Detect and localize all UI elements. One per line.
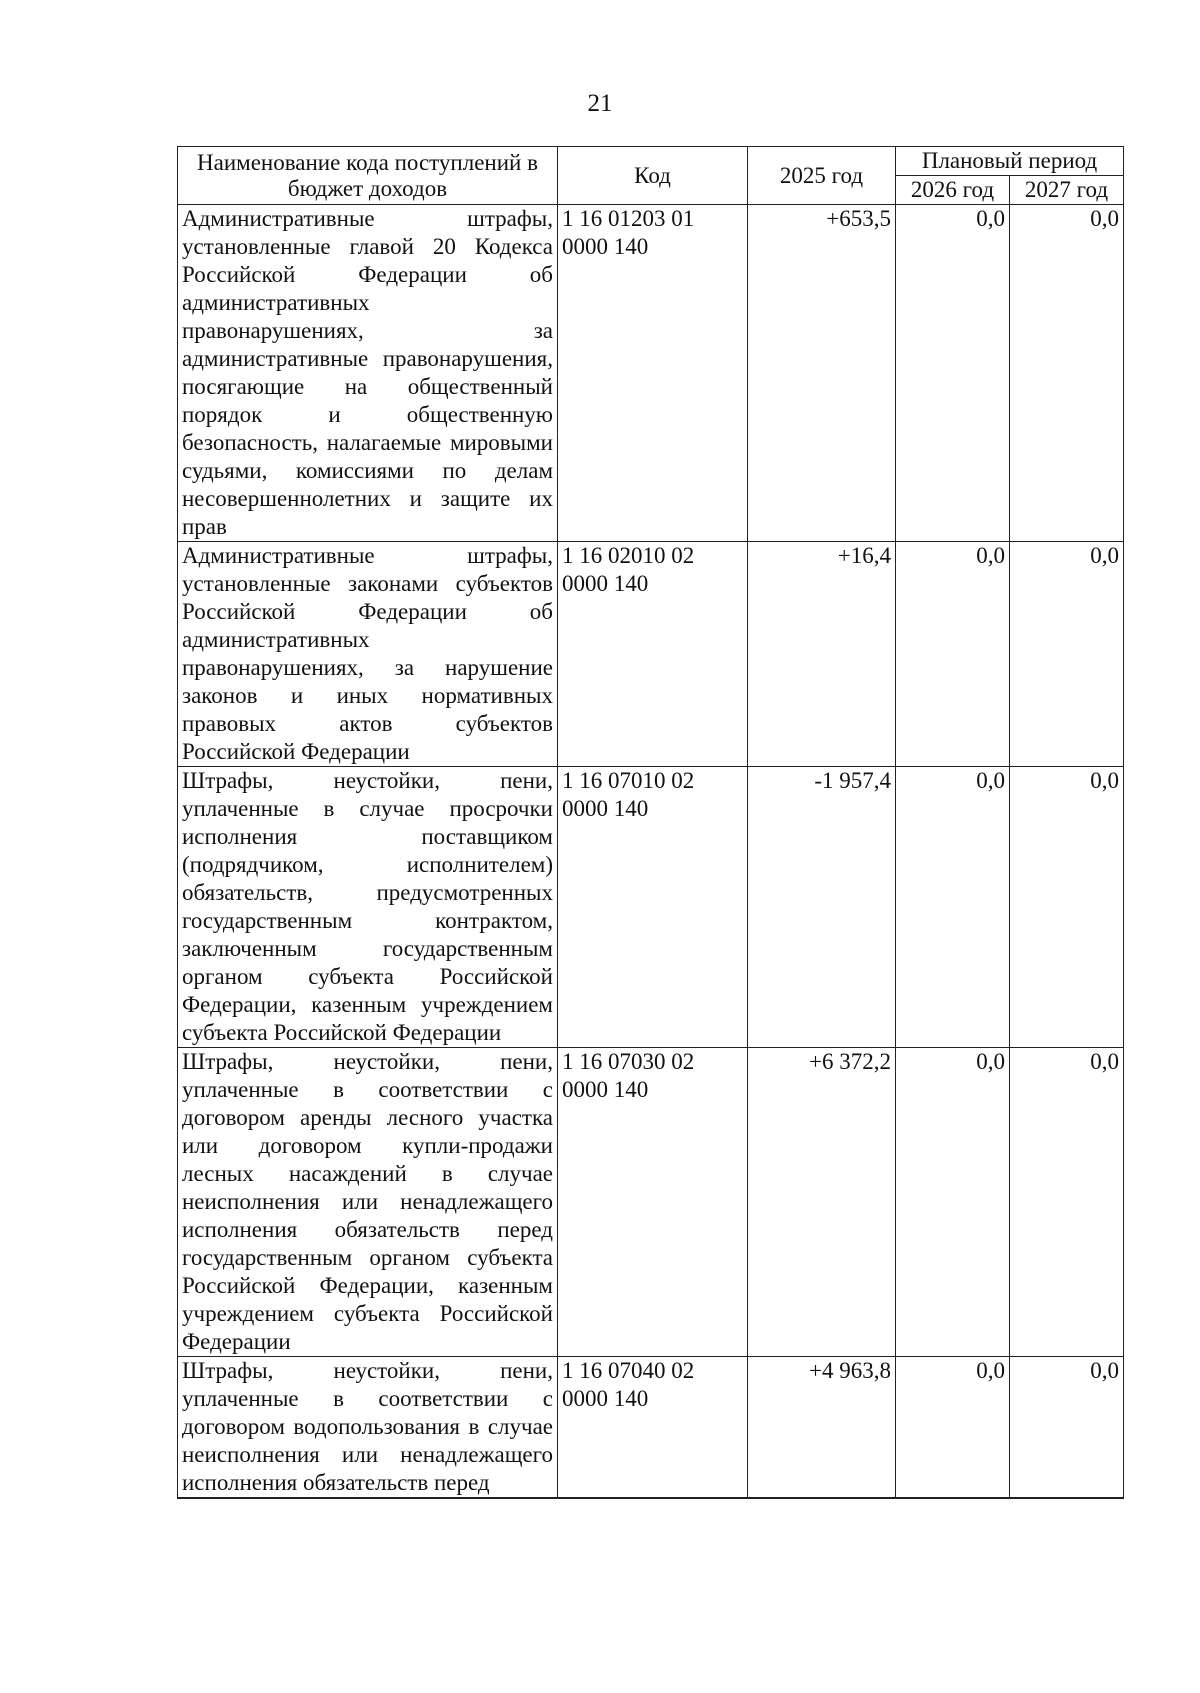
amount-2026-cell: 0,0 bbox=[896, 205, 1010, 542]
code-line-1: 1 16 07040 02 bbox=[562, 1358, 695, 1383]
amount-2025-cell: +16,4 bbox=[748, 542, 896, 767]
amount-2026-cell: 0,0 bbox=[896, 767, 1010, 1048]
code-line-2: 0000 140 bbox=[562, 234, 649, 259]
code-line-2: 0000 140 bbox=[562, 796, 649, 821]
revenue-code-cell bbox=[558, 205, 748, 542]
amount-2026-cell: 0,0 bbox=[896, 1357, 1010, 1499]
amount-2025-cell: +6 372,2 bbox=[748, 1048, 896, 1357]
header-planned-period: Плановый период bbox=[896, 147, 1124, 176]
code-line-1: 1 16 07030 02 bbox=[562, 1049, 695, 1074]
table-row bbox=[178, 1048, 1124, 1357]
code-line-1: 1 16 01203 01 bbox=[562, 206, 695, 231]
revenue-name-cell: Штрафы, неустойки, пени, уплаченные в соответствии с договором аренды лесного участка или договором купли-продажи лесных насаждений в случае неисполнения или ненадлежащего исполнения обязательств перед государственным органом субъекта Российской Федерации, казенным учреждением субъекта Российской Федерации bbox=[178, 1048, 558, 1357]
header-year-2027: 2027 год bbox=[1010, 176, 1124, 205]
table-row bbox=[178, 542, 1124, 767]
code-line-2: 0000 140 bbox=[562, 1386, 649, 1411]
revenue-code-cell bbox=[558, 1357, 748, 1499]
revenue-code-cell bbox=[558, 1048, 748, 1357]
code-line-1: 1 16 02010 02 bbox=[562, 543, 695, 568]
code-line-2: 0000 140 bbox=[562, 571, 649, 596]
code-line-2: 0000 140 bbox=[562, 1077, 649, 1102]
revenue-name-cell: Штрафы, неустойки, пени, уплаченные в случае просрочки исполнения поставщиком (подрядчиком, исполнителем) обязательств, предусмотренных государственным контрактом, заключенным государственным органом субъекта Российской Федерации, казенным учреждением субъекта Российской Федерации bbox=[178, 767, 558, 1048]
header-code: Код bbox=[558, 147, 748, 205]
table-row bbox=[178, 1357, 1124, 1499]
revenue-name-cell: Административные штрафы, установленные главой 20 Кодекса Российской Федерации об административных правонарушениях, за административные правонарушения, посягающие на общественный порядок и общественную безопасность, налагаемые мировыми судьями, комиссиями по делам несовершеннолетних и защите их прав bbox=[178, 205, 558, 542]
table-row bbox=[178, 767, 1124, 1048]
amount-2027-cell: 0,0 bbox=[1010, 767, 1124, 1048]
revenue-code-cell bbox=[558, 542, 748, 767]
amount-2027-cell: 0,0 bbox=[1010, 1048, 1124, 1357]
revenue-name-cell: Административные штрафы, установленные законами субъектов Российской Федерации об административных правонарушениях, за нарушение законов и иных нормативных правовых актов субъектов Российской Федерации bbox=[178, 542, 558, 767]
header-year-2026: 2026 год bbox=[896, 176, 1010, 205]
table-body bbox=[178, 205, 1124, 1499]
amount-2026-cell: 0,0 bbox=[896, 542, 1010, 767]
amount-2027-cell: 0,0 bbox=[1010, 205, 1124, 542]
revenue-code-cell bbox=[558, 767, 748, 1048]
page-number: 21 bbox=[587, 90, 613, 117]
revenue-name-cell: Штрафы, неустойки, пени, уплаченные в соответствии с договором водопользования в случае неисполнения или ненадлежащего исполнения обязательств перед bbox=[178, 1357, 558, 1499]
amount-2025-cell: +4 963,8 bbox=[748, 1357, 896, 1499]
amount-2026-cell: 0,0 bbox=[896, 1048, 1010, 1357]
table-header bbox=[178, 147, 1124, 205]
revenue-table bbox=[177, 146, 1124, 1499]
amount-2027-cell: 0,0 bbox=[1010, 1357, 1124, 1499]
code-line-1: 1 16 07010 02 bbox=[562, 768, 695, 793]
amount-2025-cell: -1 957,4 bbox=[748, 767, 896, 1048]
header-year-2025: 2025 год bbox=[748, 147, 896, 205]
amount-2025-cell: +653,5 bbox=[748, 205, 896, 542]
header-name: Наименование кода поступлений в бюджет доходов bbox=[178, 147, 558, 205]
table-row bbox=[178, 205, 1124, 542]
amount-2027-cell: 0,0 bbox=[1010, 542, 1124, 767]
